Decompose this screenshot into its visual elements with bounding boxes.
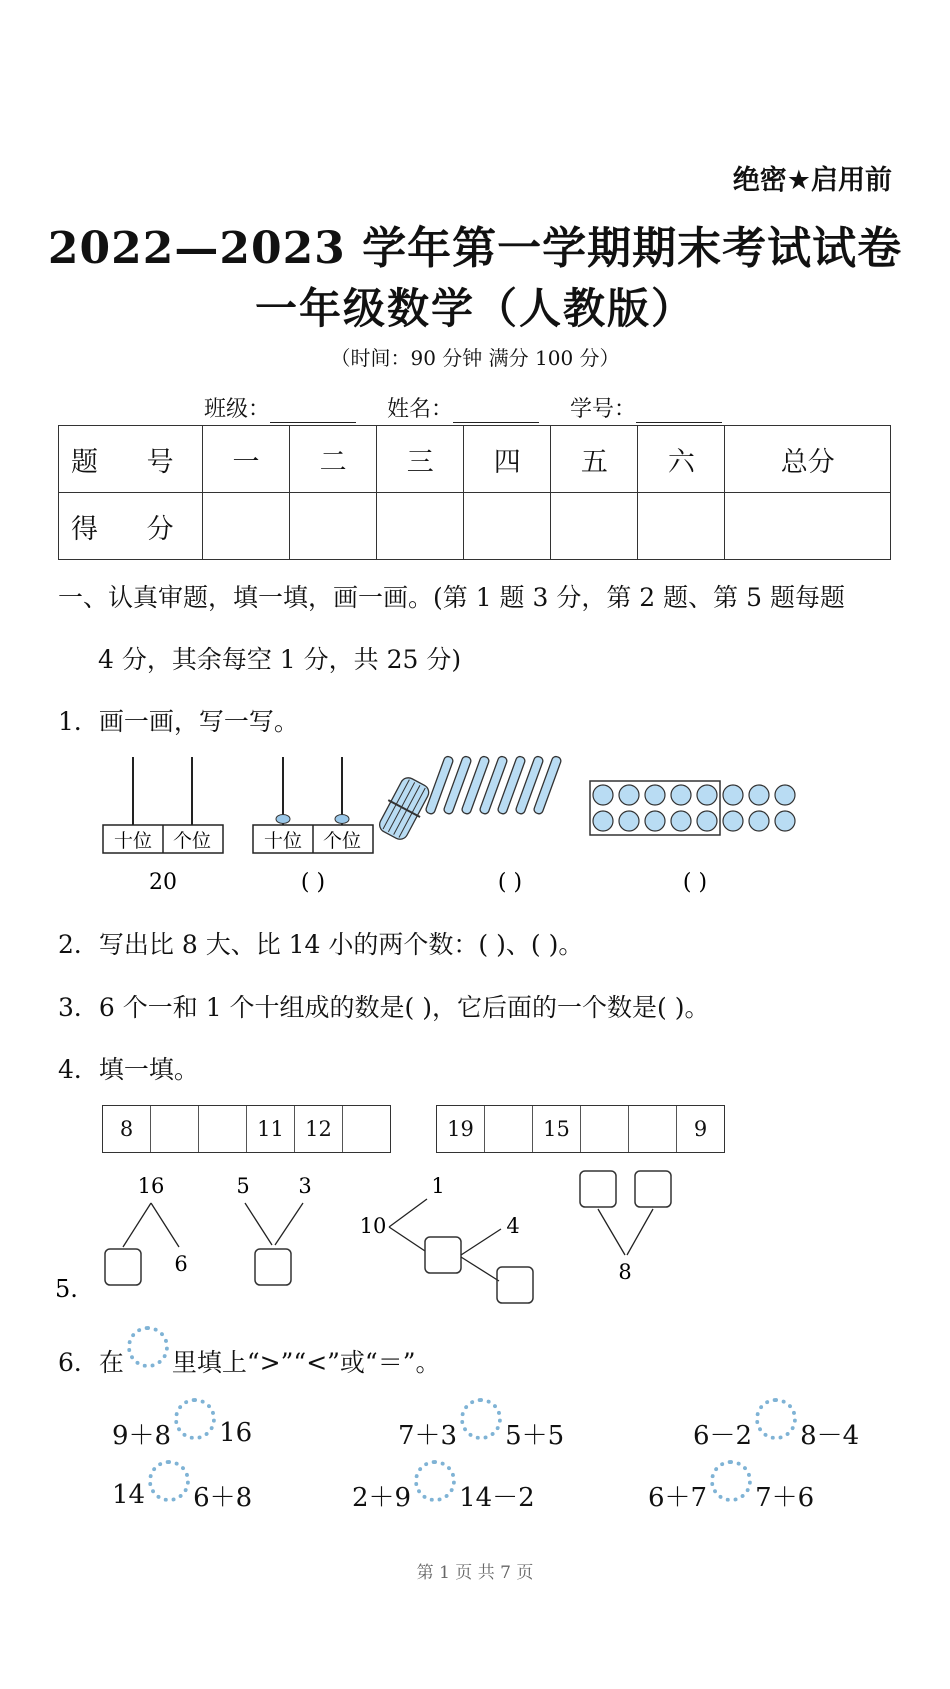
- class-field[interactable]: [270, 402, 356, 423]
- score-blank[interactable]: [377, 493, 464, 560]
- answer-box[interactable]: [580, 1171, 616, 1207]
- compare-circle[interactable]: [414, 1460, 456, 1502]
- seq-cell[interactable]: [485, 1106, 533, 1152]
- id-field[interactable]: [636, 402, 722, 423]
- answer-box[interactable]: [425, 1237, 461, 1273]
- score-blank[interactable]: [725, 493, 891, 560]
- compare-right: 14－2: [459, 1482, 535, 1513]
- q2-text: 2．写出比 8 大、比 14 小的两个数：( )、( )。: [58, 930, 584, 959]
- compare-item: [693, 1412, 859, 1454]
- sequence-2: [436, 1105, 725, 1153]
- abacus-2: [253, 757, 373, 895]
- q3-text: 3．6 个一和 1 个十组成的数是( )，它后面的一个数是( )。: [58, 993, 710, 1022]
- seq-cell[interactable]: [581, 1106, 629, 1152]
- tree-number: 5: [236, 1174, 250, 1198]
- seq-cell[interactable]: [629, 1106, 677, 1152]
- ball-icon: [593, 811, 613, 831]
- tree-3: [360, 1174, 533, 1303]
- compare-right: 8－4: [800, 1420, 860, 1451]
- tens-label: 十位: [263, 830, 303, 852]
- exam-title: 2022—2023 学年第一学期期末考试试卷: [47, 223, 903, 274]
- compare-left: 6－2: [693, 1420, 753, 1451]
- q1-text: 1．画一画，写一写。: [58, 707, 299, 736]
- tree-2: [236, 1174, 311, 1285]
- score-cell: 六: [638, 426, 725, 493]
- tree-number: 6: [174, 1252, 188, 1276]
- tree-number: 3: [298, 1174, 312, 1198]
- q1-figures: [95, 755, 895, 905]
- tens-label: 十位: [113, 830, 153, 852]
- compare-right: 16: [219, 1418, 253, 1448]
- answer-box[interactable]: [635, 1171, 671, 1207]
- compare-left: 7＋3: [398, 1420, 458, 1451]
- ball-icon: [697, 785, 717, 805]
- ball-icon: [723, 785, 743, 805]
- q5-label: 5.: [55, 1275, 78, 1303]
- compare-left: 6＋7: [648, 1482, 708, 1513]
- score-header-row: [59, 426, 891, 493]
- ball-icon: [723, 811, 743, 831]
- ball-icon: [671, 811, 691, 831]
- abacus-answer: 20: [149, 870, 177, 895]
- score-blank[interactable]: [203, 493, 290, 560]
- q6-text-post: 里填上“>”“<”或“＝”。: [171, 1348, 441, 1377]
- section1-heading-1: 一、认真审题，填一填，画一画。(第 1 题 3 分，第 2 题、第 5 题每题: [58, 583, 845, 612]
- ones-label: 个位: [172, 830, 212, 852]
- time-note: （时间：90 分钟 满分 100 分）: [330, 346, 620, 370]
- q6-text: [58, 1340, 441, 1382]
- section1-heading-2: 4 分，其余每空 1 分，共 25 分): [98, 645, 462, 674]
- answer-box[interactable]: [497, 1267, 533, 1303]
- seq-cell[interactable]: [151, 1106, 199, 1152]
- compare-circle[interactable]: [174, 1398, 216, 1440]
- confidential-mark: 绝密★启用前: [732, 165, 892, 196]
- compare-left: 2＋9: [352, 1482, 412, 1513]
- student-info: [0, 392, 950, 423]
- abacus-bead: [276, 815, 290, 824]
- ball-icon: [645, 811, 665, 831]
- compare-left: 14: [112, 1480, 146, 1510]
- ball-icon: [671, 785, 691, 805]
- ball-icon: [593, 785, 613, 805]
- seq-cell[interactable]: 11: [247, 1106, 295, 1152]
- compare-left: 9＋8: [112, 1420, 172, 1451]
- score-cell: 二: [290, 426, 377, 493]
- compare-right: 6＋8: [193, 1482, 253, 1513]
- ball-icon: [775, 785, 795, 805]
- compare-right: 7＋6: [755, 1482, 815, 1513]
- sticks-bundle: [374, 755, 562, 895]
- compare-circle[interactable]: [755, 1398, 797, 1440]
- score-cell: 四: [464, 426, 551, 493]
- tree-4: [580, 1171, 671, 1284]
- score-blank[interactable]: [638, 493, 725, 560]
- compare-circle[interactable]: [460, 1398, 502, 1440]
- score-blank[interactable]: [464, 493, 551, 560]
- q4-text: 4．填一填。: [58, 1055, 199, 1084]
- page-footer: 第 1 页 共 7 页: [416, 1563, 534, 1583]
- seq-cell[interactable]: 9: [693, 1117, 708, 1141]
- name-label: 姓名：: [386, 397, 453, 422]
- seq-cell[interactable]: 19: [437, 1106, 485, 1152]
- score-cell: 一: [203, 426, 290, 493]
- score-blank[interactable]: [551, 493, 638, 560]
- id-label: 学号：: [570, 397, 637, 422]
- balls-group: [590, 781, 795, 895]
- exam-subtitle: 一年级数学（人教版）: [254, 284, 695, 333]
- seq-cell[interactable]: [343, 1106, 390, 1152]
- seq-cell[interactable]: [199, 1106, 247, 1152]
- tree-number: 16: [137, 1174, 165, 1198]
- ball-icon: [619, 811, 639, 831]
- seq-cell[interactable]: 12: [295, 1106, 343, 1152]
- tree-number: 10: [359, 1214, 387, 1238]
- score-cell: 三: [377, 426, 464, 493]
- answer-blank[interactable]: ( ): [682, 870, 708, 895]
- tree-number: 1: [431, 1174, 445, 1198]
- seq-cell[interactable]: 8: [103, 1106, 151, 1152]
- score-cell: 题 号: [59, 426, 203, 493]
- tree-number: 4: [506, 1214, 520, 1238]
- answer-box[interactable]: [105, 1249, 141, 1285]
- score-table: [58, 425, 891, 560]
- abacus-bead: [335, 815, 349, 824]
- score-cell: 总分: [725, 426, 891, 493]
- sequence-1: [102, 1105, 391, 1153]
- ball-icon: [749, 785, 769, 805]
- answer-blank[interactable]: ( ): [497, 870, 523, 895]
- compare-item: [112, 1412, 252, 1454]
- ball-icon: [697, 811, 717, 831]
- score-cell: 五: [551, 426, 638, 493]
- compare-circle[interactable]: [148, 1460, 190, 1502]
- ball-icon: [645, 785, 665, 805]
- score-value-row: [59, 493, 891, 560]
- answer-box[interactable]: [255, 1249, 291, 1285]
- ball-icon: [619, 785, 639, 805]
- ball-icon: [775, 811, 795, 831]
- compare-item: [112, 1474, 252, 1516]
- abacus-1: [103, 757, 223, 895]
- compare-circle-icon: [127, 1326, 169, 1368]
- compare-right: 5＋5: [505, 1420, 565, 1451]
- answer-blank[interactable]: ( ): [300, 870, 326, 895]
- compare-item: [648, 1474, 814, 1516]
- compare-item: [398, 1412, 564, 1454]
- ones-label: 个位: [322, 830, 362, 852]
- ball-icon: [749, 811, 769, 831]
- seq-cell[interactable]: 15: [533, 1106, 581, 1152]
- compare-circle[interactable]: [710, 1460, 752, 1502]
- class-label: 班级：: [203, 397, 270, 422]
- score-row-label: 得 分: [59, 493, 203, 560]
- name-field[interactable]: [453, 402, 539, 423]
- score-blank[interactable]: [290, 493, 377, 560]
- tree-number: 8: [618, 1260, 632, 1284]
- tree-1: [105, 1174, 188, 1285]
- q6-text-pre: 6．在: [58, 1348, 124, 1377]
- compare-item: [352, 1474, 535, 1516]
- q5-trees: [55, 1165, 875, 1305]
